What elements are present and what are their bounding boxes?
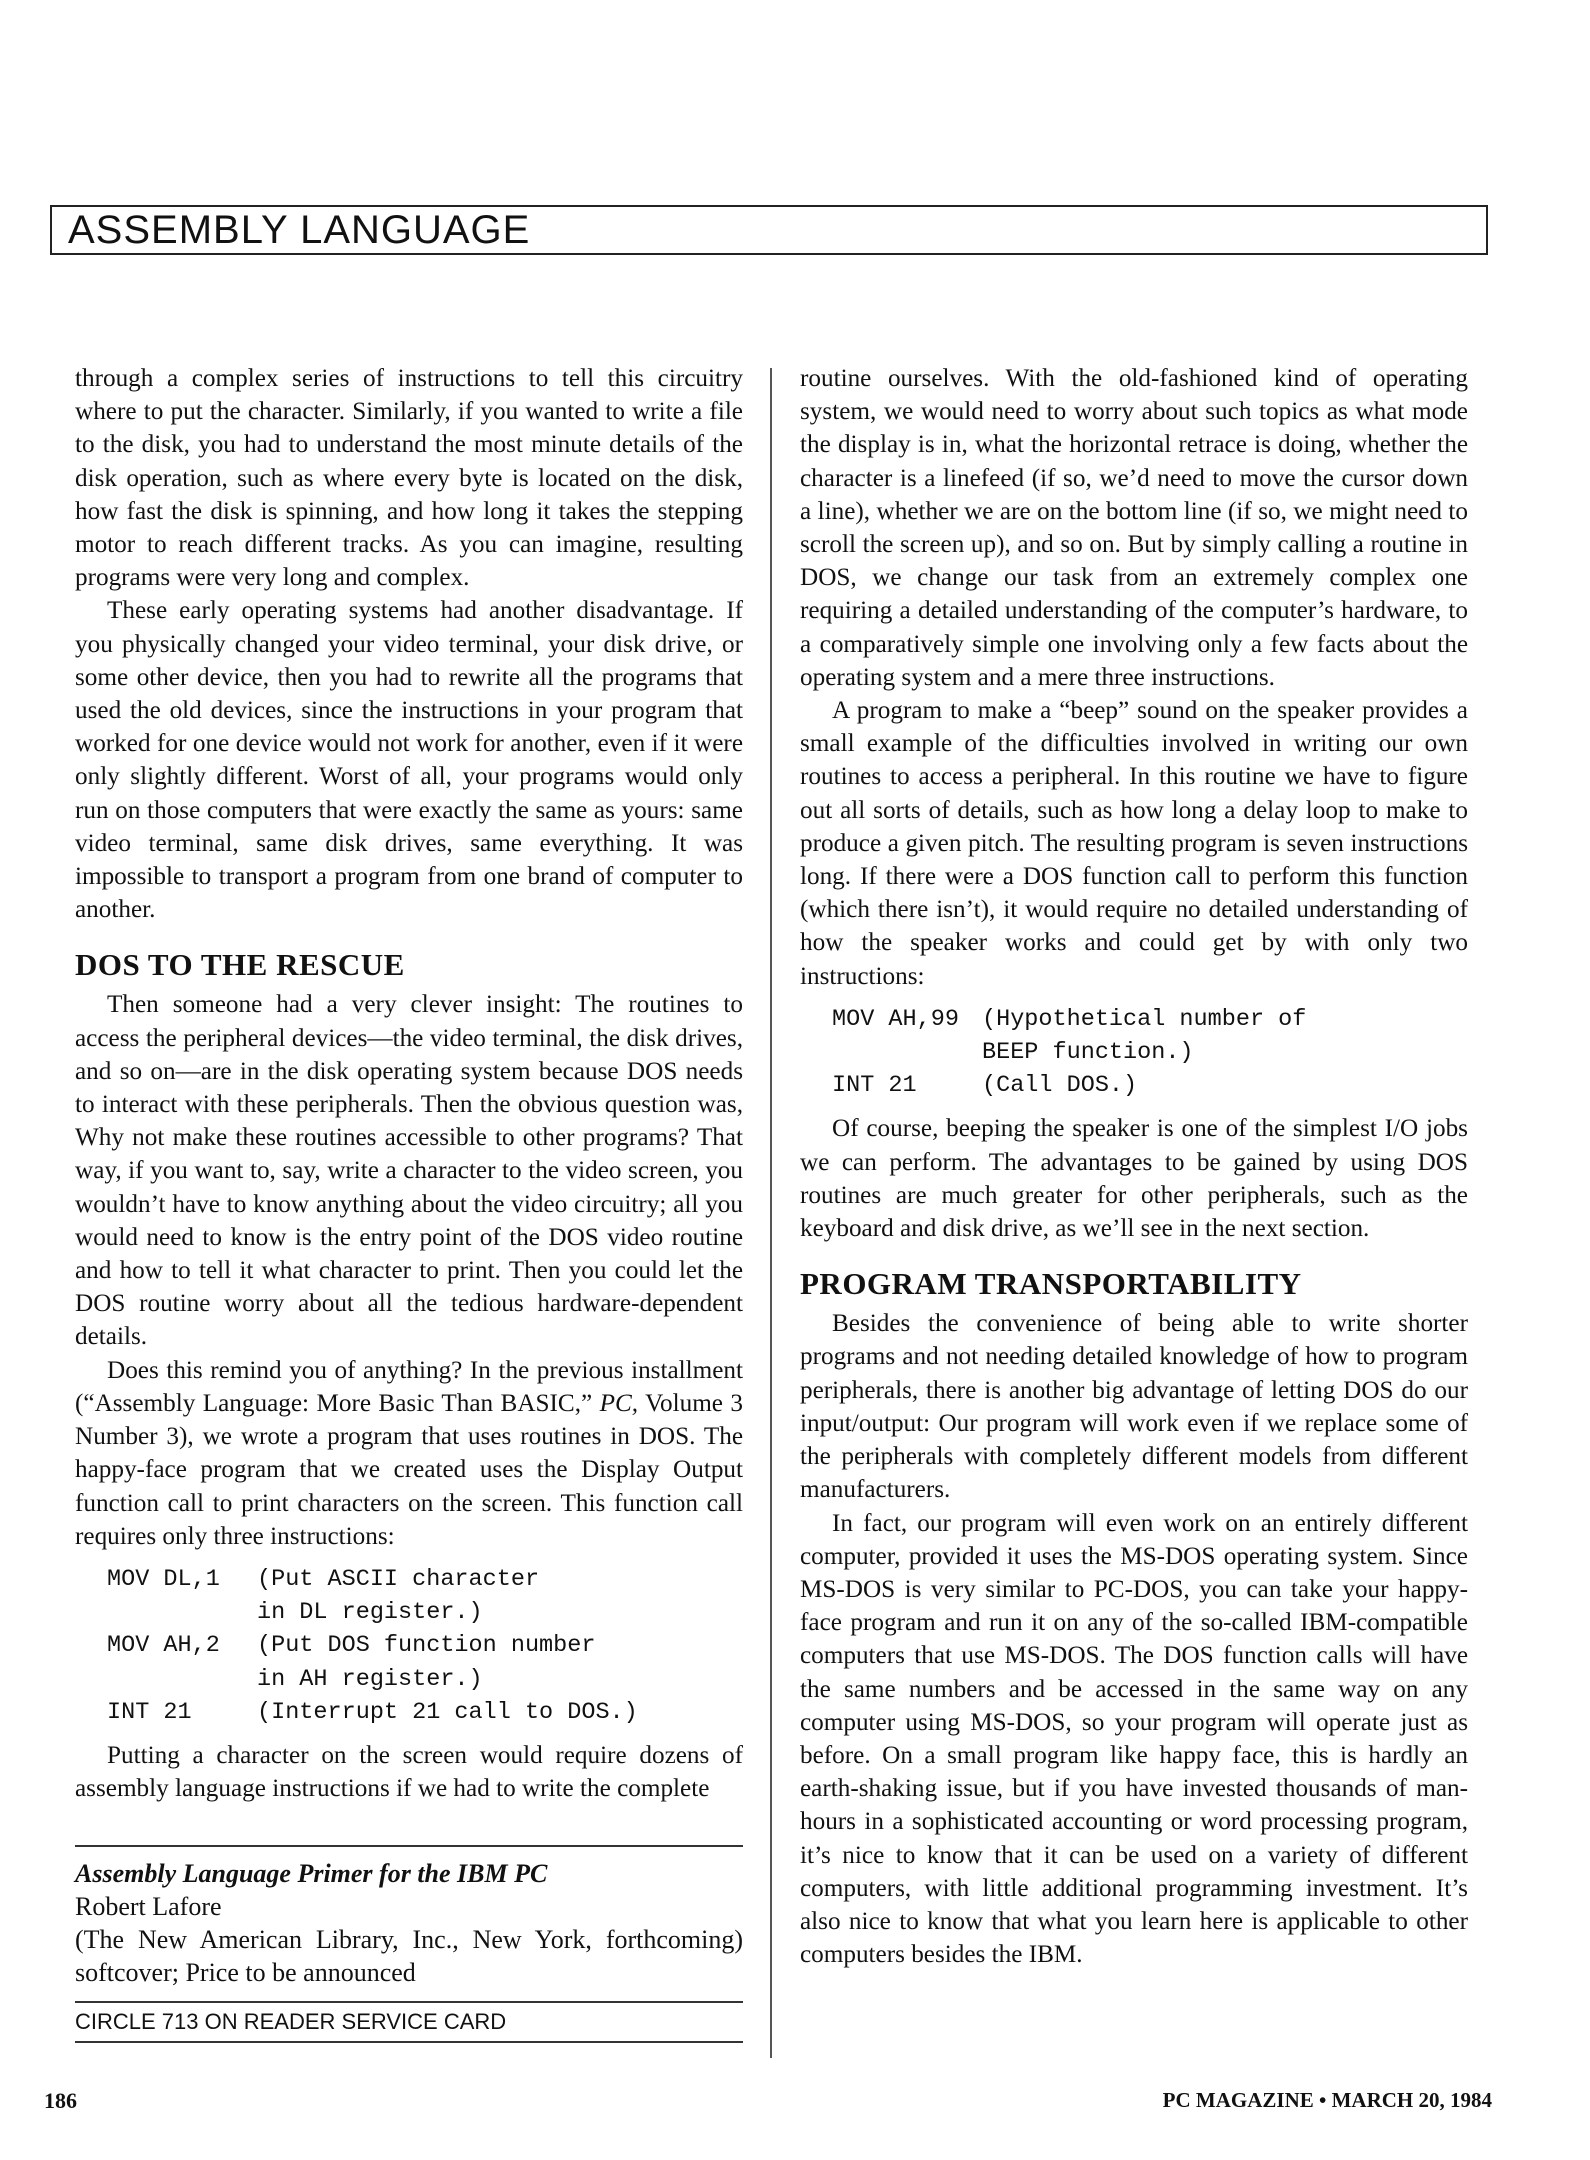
section-heading: PROGRAM TRANSPORTABILITY [800, 1266, 1302, 1302]
paragraph-text: Does this remind you of anything? In the previous installment (“Assembly Language: More Basic Than BASIC,” [75, 1356, 743, 1417]
book-title: Assembly Language Primer for the IBM PC [75, 1859, 548, 1889]
column-divider [770, 368, 772, 2058]
paragraph: through a complex series of instructions to tell this circuitry where to put the character. Similarly, if you wanted to write a file to the disk, you had to understand the most minute details of the disk operation, such as where every byte is located on the disk, how fast the disk is spinning, and how long it takes the stepping motor to reach different tracks. As you can imagine, resulting programs were very long and complex. [75, 365, 743, 592]
section-heading: DOS TO THE RESCUE [75, 947, 405, 983]
code-op: MOV AH,2 [107, 1632, 220, 1660]
code-comment: (Hypothetical number of [982, 1005, 1307, 1033]
code-comment: BEEP function.) [982, 1039, 1194, 1067]
right-column [800, 362, 1468, 1971]
paragraph: In fact, our program will even work on an entirely different computer, provided it uses the MS-DOS operating system. Since MS-DOS is very similar to PC-DOS, you can take your happy-face program and run it on any of the so-called IBM-compatible computers that use MS-DOS. The DOS function calls will have the same numbers and be accessed in the same way on any computer using MS-DOS, so your program will operate just as before. On a small program like happy face, this is hardly an earth-shaking issue, but if you have invested thousands of man-hours in a sophisticated accounting or word processing program, it’s nice to know that it can be used on a variety of different computers, with little additional programming investment. It’s also nice to know that what you learn here is applicable to other computers besides the IBM. [800, 1509, 1468, 1969]
code-op: INT 21 [107, 1698, 192, 1726]
code-listing [832, 1003, 1468, 1103]
book-publisher: (The New American Library, Inc., New York, forthcoming) softcover; Price to be announced [75, 1925, 743, 1988]
page-number: 186 [44, 2088, 77, 2113]
paragraph: routine ourselves. With the old-fashioned kind of operating system, we would need to worry about such topics as what mode the display is in, what the horizontal retrace is doing, whether the character is a linefeed (if so, we’d need to move the cursor down a line), whether we are on the bottom line (if so, we might need to scroll the screen up), and so on. But by simply calling a routine in DOS, we change our task from an extremely complex one requiring a detailed understanding of the computer’s hardware, to a comparatively simple one involving only a few facts about the operating system and a mere three instructions. [800, 365, 1468, 691]
code-comment: (Put DOS function number [257, 1632, 596, 1660]
code-listing [107, 1563, 743, 1729]
left-column [75, 362, 743, 2043]
code-op: MOV DL,1 [107, 1565, 220, 1593]
paragraph: Then someone had a very clever insight: The routines to access the peripheral devices—the video terminal, the disk drives, and so on—are in the disk operating system because DOS needs to interact with these peripherals. Then the obvious question was, Why not make these routines accessible to other programs? That way, if you want to, say, write a character to the video screen, you wouldn’t have to know anything about the video circuitry; all you would need to know is the entry point of the DOS video routine and how to tell it what character to print. Then you could let the DOS routine worry about all the tedious hardware-dependent details. [75, 991, 743, 1351]
code-comment: in DL register.) [257, 1599, 483, 1627]
paragraph: Putting a character on the screen would require dozens of assembly language instructions if we had to write the complete [75, 1741, 743, 1803]
code-op: INT 21 [832, 1072, 917, 1100]
magazine-name: PC, [599, 1389, 639, 1417]
paragraph-text: Volume 3 Number 3), we wrote a program that uses routines in DOS. The happy-face program that we created uses the Display Output function call to print characters on the screen. This function call requires only three instructions: [75, 1389, 743, 1550]
paragraph [75, 1354, 743, 1553]
code-comment: (Put ASCII character [257, 1565, 540, 1593]
page-title: ASSEMBLY LANGUAGE [68, 208, 531, 252]
paragraph: These early operating systems had another disadvantage. If you physically changed your video terminal, your disk drive, or some other device, then you had to rewrite all the programs that used the old devices, since the instructions in your program that worked for one device would not work for another, even if it were only slightly different. Worst of all, your programs would only run on those computers that were exactly the same as yours: same video terminal, same disk drives, same everything. It was impossible to transport a program from one brand of computer to another. [75, 597, 743, 924]
code-comment: (Interrupt 21 call to DOS.) [257, 1698, 638, 1726]
paragraph: Besides the convenience of being able to write shorter programs and not needing detailed knowledge of how to program peripherals, there is another big advantage of letting DOS do our input/output: Our program will work even if we replace some of the peripherals with completely different models from different manufacturers. [800, 1310, 1468, 1504]
book-author: Robert Lafore [75, 1892, 222, 1922]
paragraph: Of course, beeping the speaker is one of the simplest I/O jobs we can perform. The advantages to be gained by using DOS routines are much greater for other peripherals, such as the keyboard and disk drive, as we’ll see in the next section. [800, 1115, 1468, 1243]
code-comment: (Call DOS.) [982, 1072, 1138, 1100]
paragraph: A program to make a “beep” sound on the speaker provides a small example of the difficulties involved in writing our own routines to access a peripheral. In this routine we have to figure out all sorts of details, such as how long a delay loop to make to produce a given pitch. The resulting program is seven instructions long. If there were a DOS function call to perform this function (which there isn’t), it would require no detailed understanding of how the speaker works and could get by with only two instructions: [800, 697, 1468, 990]
book-box [75, 1845, 743, 2043]
code-comment: in AH register.) [257, 1665, 483, 1693]
code-op: MOV AH,99 [832, 1005, 959, 1033]
publication-line: PC MAGAZINE • MARCH 20, 1984 [1162, 2088, 1492, 2112]
reader-service-line: CIRCLE 713 ON READER SERVICE CARD [75, 2001, 743, 2043]
